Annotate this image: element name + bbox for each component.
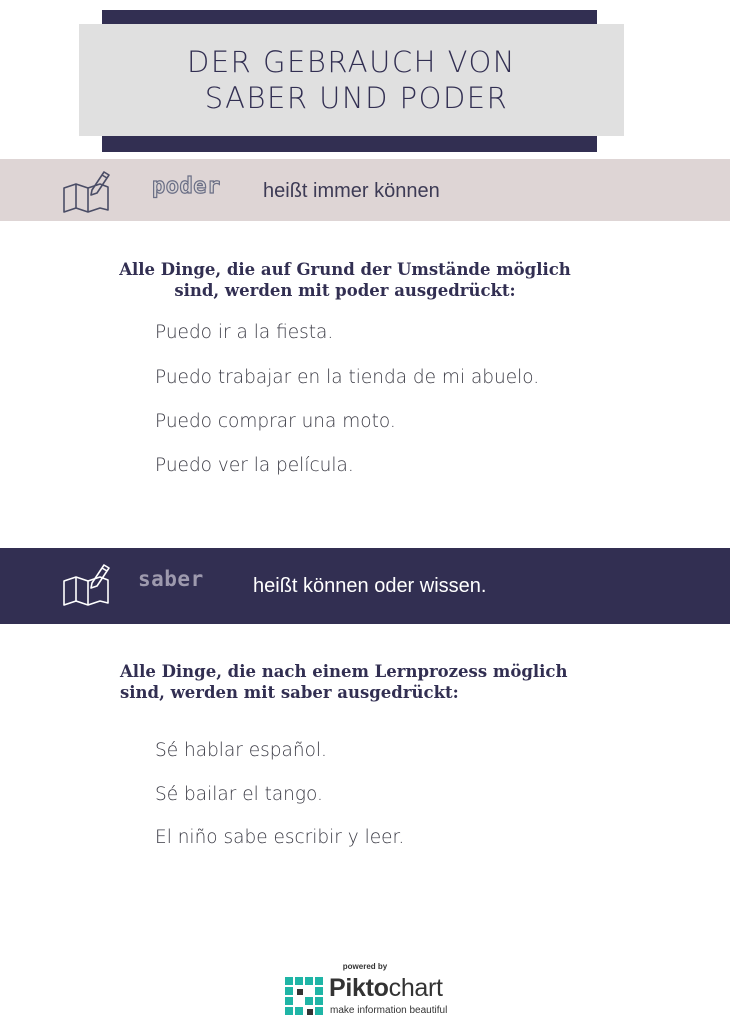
poder-example: Puedo ver la película. [155,455,354,476]
saber-rule-line-2: sind, werden mit saber ausgedrückt: [120,683,459,702]
poder-example: Puedo trabajar en la tienda de mi abuelo. [155,367,540,388]
piktochart-logo-icon [285,977,323,1015]
poder-rule-line-2: sind, werden mit poder ausgedrückt: [174,281,516,300]
saber-keyword: saber [138,567,204,591]
brand-bold: Pikto [329,974,389,1002]
poder-keyword: poder [152,174,221,199]
title-box [79,24,624,136]
poder-meaning: heißt immer können [263,180,440,202]
saber-example: El niño sabe escribir y leer. [155,827,405,848]
saber-example: Sé bailar el tango. [155,784,323,805]
map-pencil-icon [62,561,112,607]
poder-rule-line-1: Alle Dinge, die auf Grund der Umstände möglich [119,260,571,279]
saber-rule [120,661,590,703]
piktochart-tagline: make information beautiful [330,1005,448,1016]
poder-header-band [0,159,730,221]
saber-header-band [0,548,730,624]
title-line-2: SABER UND PODER [204,81,509,115]
saber-example: Sé hablar español. [155,740,327,761]
brand-regular: chart [388,974,443,1002]
poder-rule [105,259,585,301]
poder-example: Puedo ir a la fiesta. [155,322,334,343]
map-pencil-icon [62,168,112,214]
saber-meaning: heißt können oder wissen. [253,575,487,597]
powered-by-label: powered by [342,962,388,971]
saber-rule-line-1: Alle Dinge, die nach einem Lernprozess möglich [120,662,568,681]
title-bar-bottom [102,136,597,152]
poder-example: Puedo comprar una moto. [155,411,396,432]
title-line-1: DER GEBRAUCH VON [187,45,516,79]
piktochart-wordmark [329,974,443,1003]
